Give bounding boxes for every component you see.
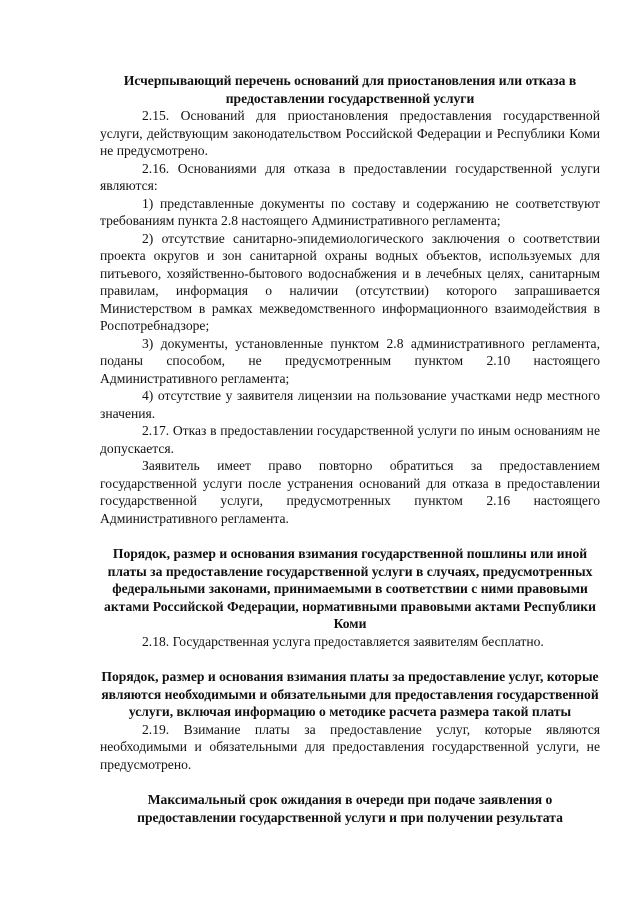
section-heading: Максимальный срок ожидания в очереди при подаче заявления о предоставлении государственной услуги и при получении результата — [137, 792, 563, 825]
section-refusal-grounds — [100, 72, 600, 527]
section-heading: Порядок, размер и основания взимания платы за предоставление услуг, которые являются необходимыми и обязательными для предоставления государственной услуги, включая информацию о методике расчета размера такой платы — [101, 669, 599, 719]
list-item-2: 2) отсутствие санитарно-эпидемиологического заключения о соответствии проекта округов и зон санитарной охраны водных объектов, используемых для питьевого, хозяйственно-бытового водоснабжения и в лечебных целях, санитарным правилам, информация о наличии (отсутствии) которого запрашивается Министерством в рамках межведомственного информационного взаимодействия в Роспотребнадзоре; — [100, 230, 600, 333]
paragraph-2-17: 2.17. Отказ в предоставлении государственной услуги по иным основаниям не допускается. — [100, 423, 600, 456]
list-item-1: 1) представленные документы по составу и содержанию не соответствуют требованиям пункта 2.8 настоящего Административного регламента; — [100, 195, 600, 228]
section-state-fee — [100, 545, 600, 650]
section-service-fee — [100, 668, 600, 773]
paragraph-reapply: Заявитель имеет право повторно обратиться за предоставлением государственной услуги после устранения оснований для отказа в предоставлении государственной услуги, предусмотренных пунктом 2.16 настоящего Административного регламента. — [100, 458, 600, 526]
document-body — [100, 72, 600, 826]
list-item-3: 3) документы, установленные пунктом 2.8 административного регламента, поданы способом, не предусмотренным пунктом 2.10 настоящего Административного регламента; — [100, 335, 600, 386]
section-queue-time — [100, 791, 600, 826]
section-heading: Исчерпывающий перечень оснований для приостановления или отказа в предоставлении государственной услуги — [123, 73, 577, 106]
paragraph-2-16: 2.16. Основаниями для отказа в предоставлении государственной услуги являются: — [100, 160, 600, 193]
paragraph-2-15: 2.15. Оснований для приостановления предоставления государственной услуги, действующим законодательством Российской Федерации и Республики Коми не предусмотрено. — [100, 108, 600, 158]
paragraph-2-19: 2.19. Взимание платы за предоставление услуг, которые являются необходимыми и обязательными для предоставления государственной услуги, не предусмотрено. — [100, 721, 600, 772]
list-item-4: 4) отсутствие у заявителя лицензии на пользование участками недр местного значения. — [100, 388, 600, 421]
section-heading: Порядок, размер и основания взимания государственной пошлины или иной платы за предоставление государственной услуги в случаях, предусмотренных федеральными законами, принимаемыми в соответствии с ними правовыми актами Российской Федерации, нормативными правовыми актами Республики Коми — [104, 546, 596, 631]
paragraph-2-18: 2.18. Государственная услуга предоставляется заявителям бесплатно. — [142, 633, 544, 649]
